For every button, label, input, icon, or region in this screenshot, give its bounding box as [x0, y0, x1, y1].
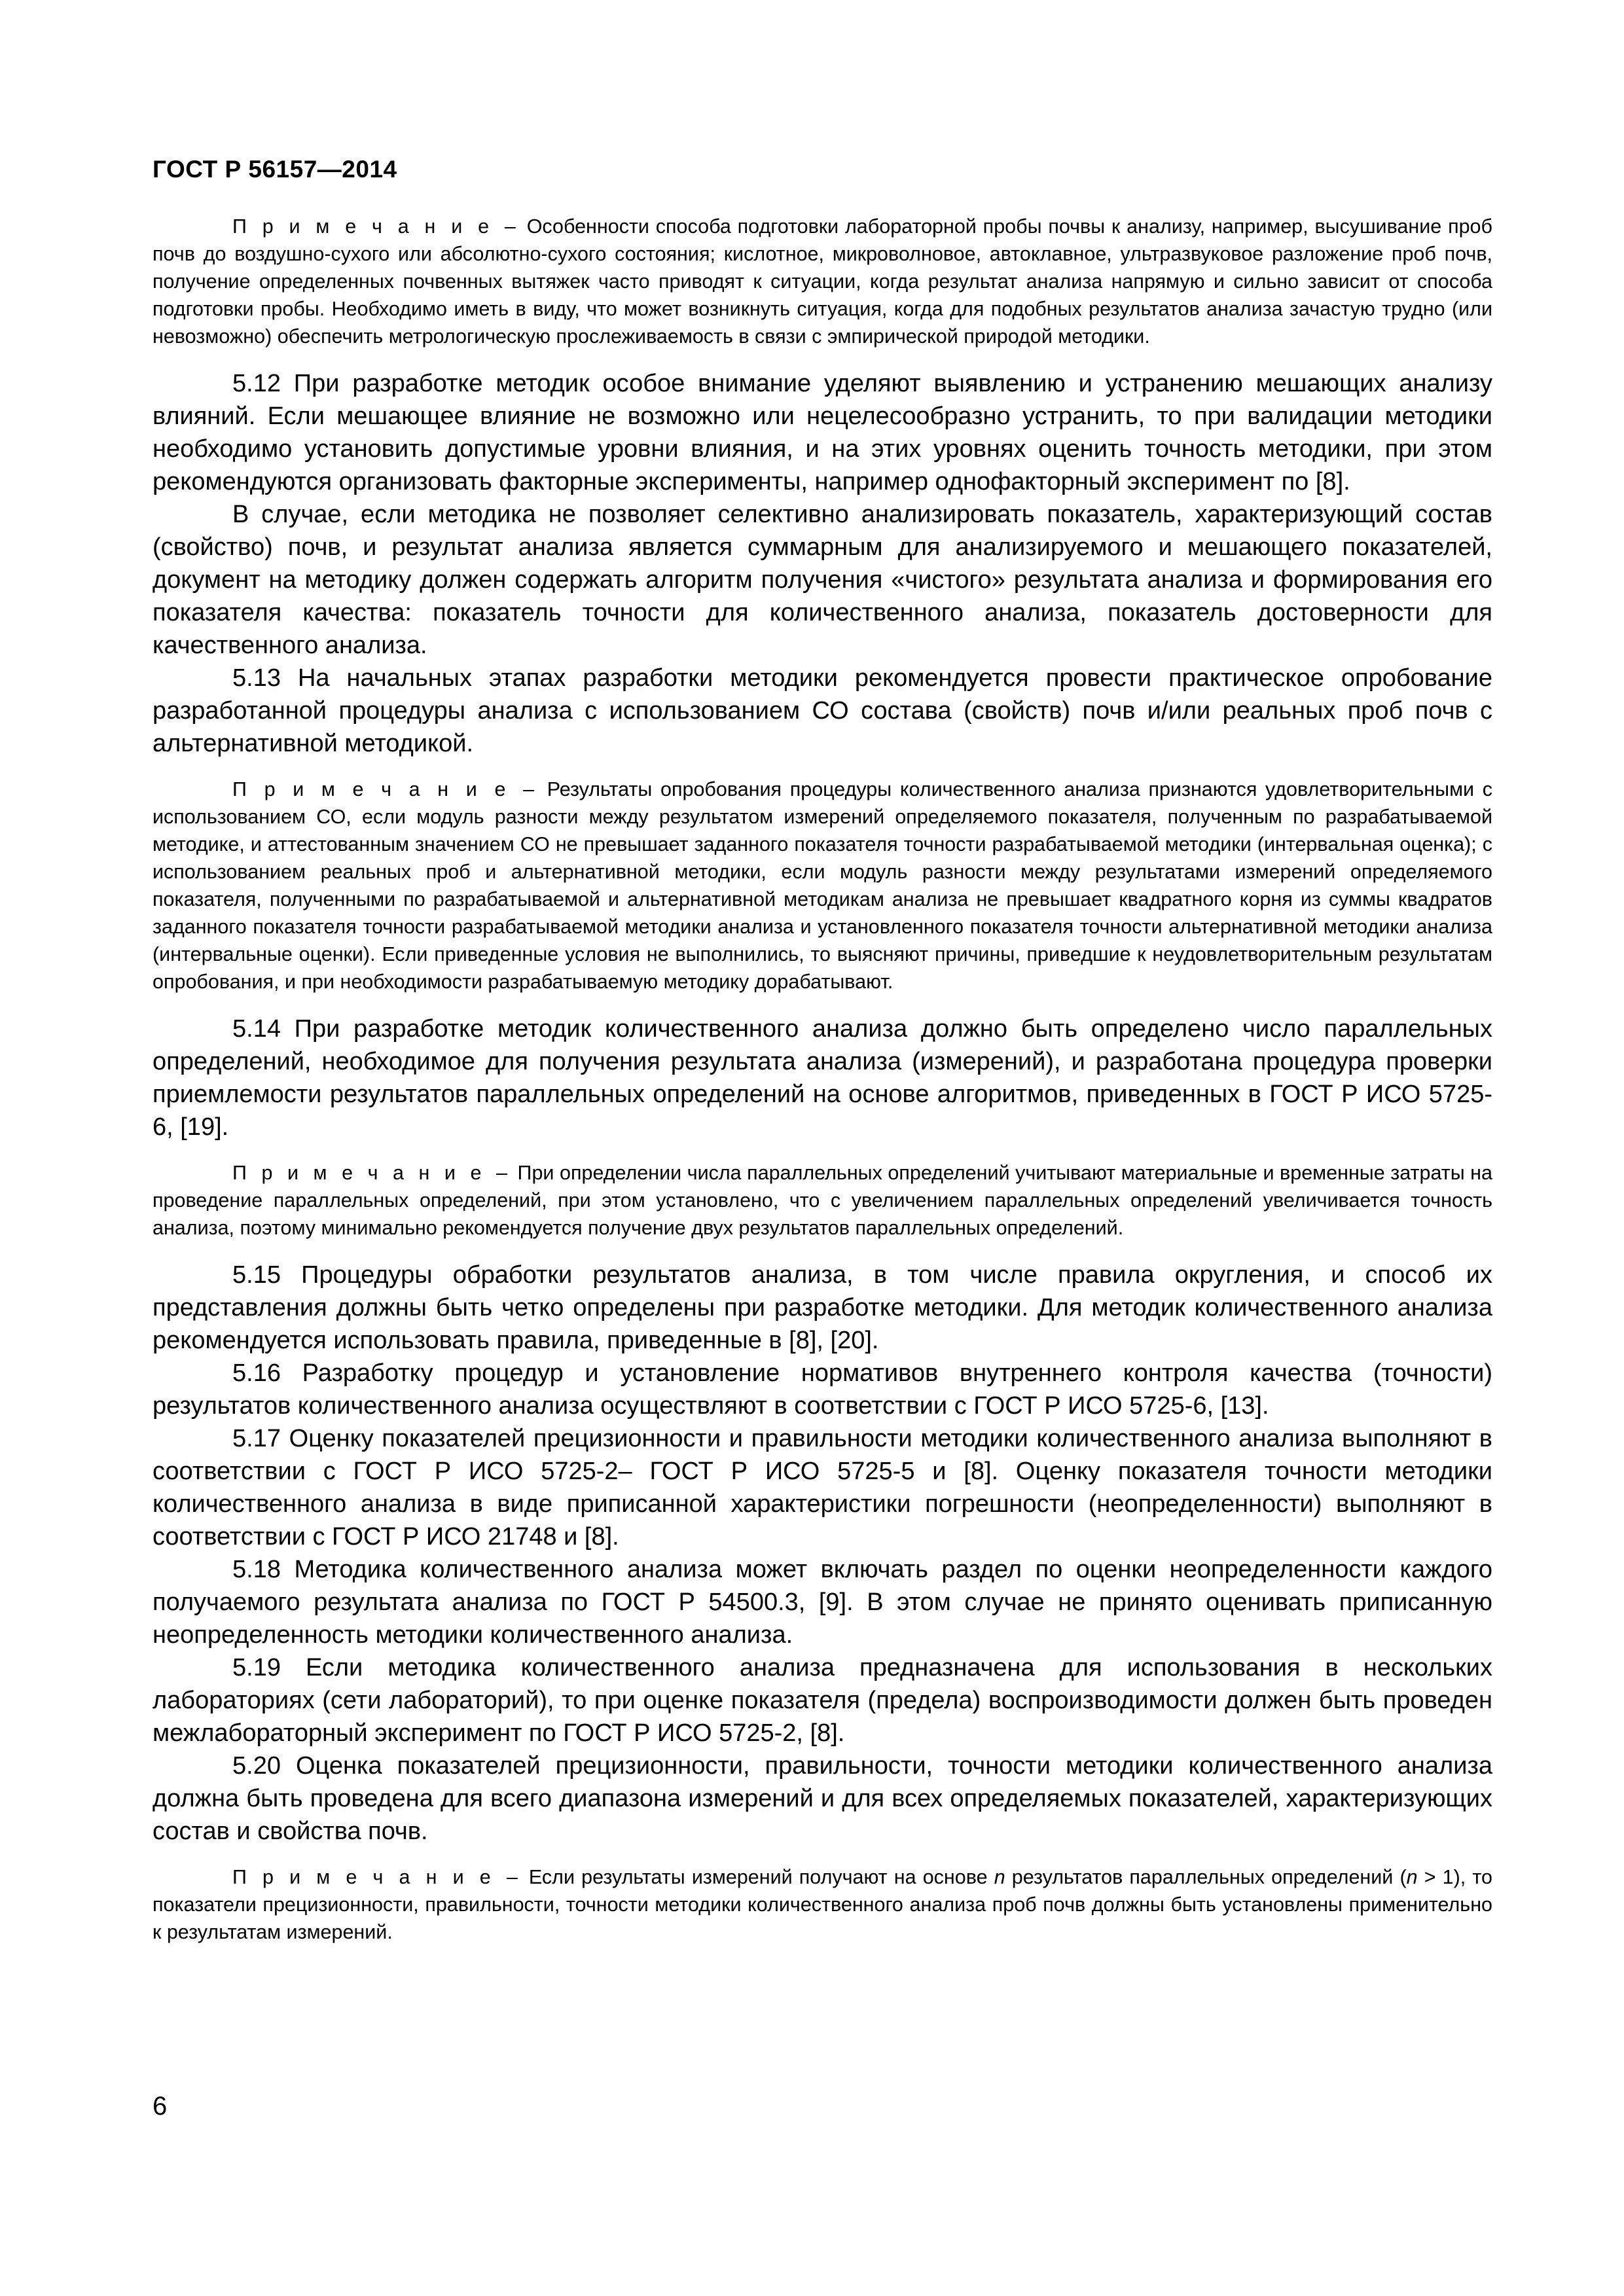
note-2	[153, 776, 1492, 996]
paragraph-5-13: 5.13 На начальных этапах разработки методики рекомендуется провести практическое опробование разработанной процедуры анализа с использованием СО состава (свойств) почв и/или реальных проб почв с альтернативной методикой.	[153, 664, 1492, 757]
paragraph-5-17: 5.17 Оценку показателей прецизионности и правильности методики количественного анализа выполняют в соответствии с ГОСТ Р ИСО 5725-2– ГОСТ Р ИСО 5725-5 и [8]. Оценку показателя точности методики количественного анализа в виде приписанной характеристики погрешности (неопределенности) выполняют в соответствии с ГОСТ Р ИСО 21748 и [8].	[153, 1425, 1492, 1551]
paragraph-5-18: 5.18 Методика количественного анализа может включать раздел по оценки неопределенности каждого получаемого результата анализа по ГОСТ Р 54500.3, [9]. В этом случае не принято оценивать приписанную неопределенность методики количественного анализа.	[153, 1556, 1492, 1649]
note-3	[153, 1159, 1492, 1242]
note-1-text: Особенности способа подготовки лабораторной пробы почвы к анализу, например, высушивание проб почв до воздушно-сухого или абсолютно-сухого состояния; кислотное, микроволновое, автоклавное, ультразвуковое разложение проб почв, получение определенных почвенных вытяжек часто приводят к ситуации, когда результат анализа напрямую и сильно зависит от способа подготовки пробы. Необходимо иметь в виду, что может возникнуть ситуация, когда для подобных результатов анализа зачастую трудно (или невозможно) обеспечить метрологическую прослеживаемость в связи с эмпирической природой методики.	[153, 215, 1492, 348]
note-4-text-c: > 1), то показатели прецизионности, правильности, точности методики количественного анализа проб почв должны быть установлены применительно к результатам измерений.	[153, 1866, 1492, 1943]
note-4-text-b: результатов параллельных определений (	[1005, 1866, 1407, 1888]
paragraph-5-12: 5.12 При разработке методик особое внимание уделяют выявлению и устранению мешающих анализу влияний. Если мешающее влияние не возможно или нецелесообразно устранить, то при валидации методики необходимо установить допустимые уровни влияния, и на этих уровнях оценить точность методики, при этом рекомендуются организовать факторные эксперименты, например однофакторный эксперимент по [8].	[153, 370, 1492, 495]
document-header: ГОСТ Р 56157—2014	[153, 156, 397, 183]
variable-n: n	[1406, 1866, 1418, 1888]
note-1	[153, 213, 1492, 350]
note-label: П р и м е ч а н и е –	[232, 215, 520, 238]
note-label: П р и м е ч а н и е –	[232, 778, 539, 800]
note-3-text: При определении числа параллельных определений учитывают материальные и временные затраты на проведение параллельных определений, при этом установлено, что с увеличением параллельных определений увеличивается точность анализа, поэтому минимально рекомендуется получение двух результатов параллельных определений.	[153, 1162, 1492, 1239]
note-4-text-a: Если результаты измерений получают на основе	[528, 1866, 994, 1888]
note-label: П р и м е ч а н и е –	[232, 1162, 512, 1184]
note-label: П р и м е ч а н и е –	[232, 1866, 522, 1888]
document-body	[153, 213, 1492, 1954]
paragraph-5-12-continued: В случае, если методика не позволяет селективно анализировать показатель, характеризующий состав (свойство) почв, и результат анализа является суммарным для анализируемого и мешающего показателей, документ на методику должен содержать алгоритм получения «чистого» результата анализа и формирования его показателя качества: показатель точности для количественного анализа, показатель достоверности для качественного анализа.	[153, 501, 1492, 659]
paragraph-5-15: 5.15 Процедуры обработки результатов анализа, в том числе правила округления, и способ их представления должны быть четко определены при разработке методики. Для методик количественного анализа рекомендуется использовать правила, приведенные в [8], [20].	[153, 1261, 1492, 1354]
paragraph-5-20: 5.20 Оценка показателей прецизионности, правильности, точности методики количественного анализа должна быть проведена для всего диапазона измерений и для всех определяемых показателей, характеризующих состав и свойства почв.	[153, 1752, 1492, 1845]
paragraph-5-14: 5.14 При разработке методик количественного анализа должно быть определено число параллельных определений, необходимое для получения результата анализа (измерений), и разработана процедура проверки приемлемости результатов параллельных определений на основе алгоритмов, приведенных в ГОСТ Р ИСО 5725-6, [19].	[153, 1015, 1492, 1141]
variable-n: n	[994, 1866, 1005, 1888]
paragraph-5-16: 5.16 Разработку процедур и установление нормативов внутреннего контроля качества (точности) результатов количественного анализа осуществляют в соответствии с ГОСТ Р ИСО 5725-6, [13].	[153, 1359, 1492, 1420]
note-4	[153, 1863, 1492, 1946]
note-2-text: Результаты опробования процедуры количественного анализа признаются удовлетворительными с использованием СО, если модуль разности между результатом измерений определяемого показателя, полученным по разрабатываемой методике, и аттестованным значением СО не превышает заданного показателя точности разрабатываемой методики (интервальная оценка); с использованием реальных проб и альтернативной методики, если модуль разности между результатами измерений определяемого показателя, полученными по разрабатываемой и альтернативной методикам анализа не превышает квадратного корня из суммы квадратов заданного показателя точности разрабатываемой методики анализа и установленного показателя точности альтернативной методики анализа (интервальные оценки). Если приведенные условия не выполнились, то выясняют причины, приведшие к неудовлетворительным результатам опробования, и при необходимости разрабатываемую методику дорабатывают.	[153, 778, 1492, 993]
page-number: 6	[153, 2092, 168, 2121]
paragraph-5-19: 5.19 Если методика количественного анализа предназначена для использования в нескольких лабораториях (сети лабораторий), то при оценке показателя (предела) воспроизводимости должен быть проведен межлабораторный эксперимент по ГОСТ Р ИСО 5725-2, [8].	[153, 1654, 1492, 1747]
